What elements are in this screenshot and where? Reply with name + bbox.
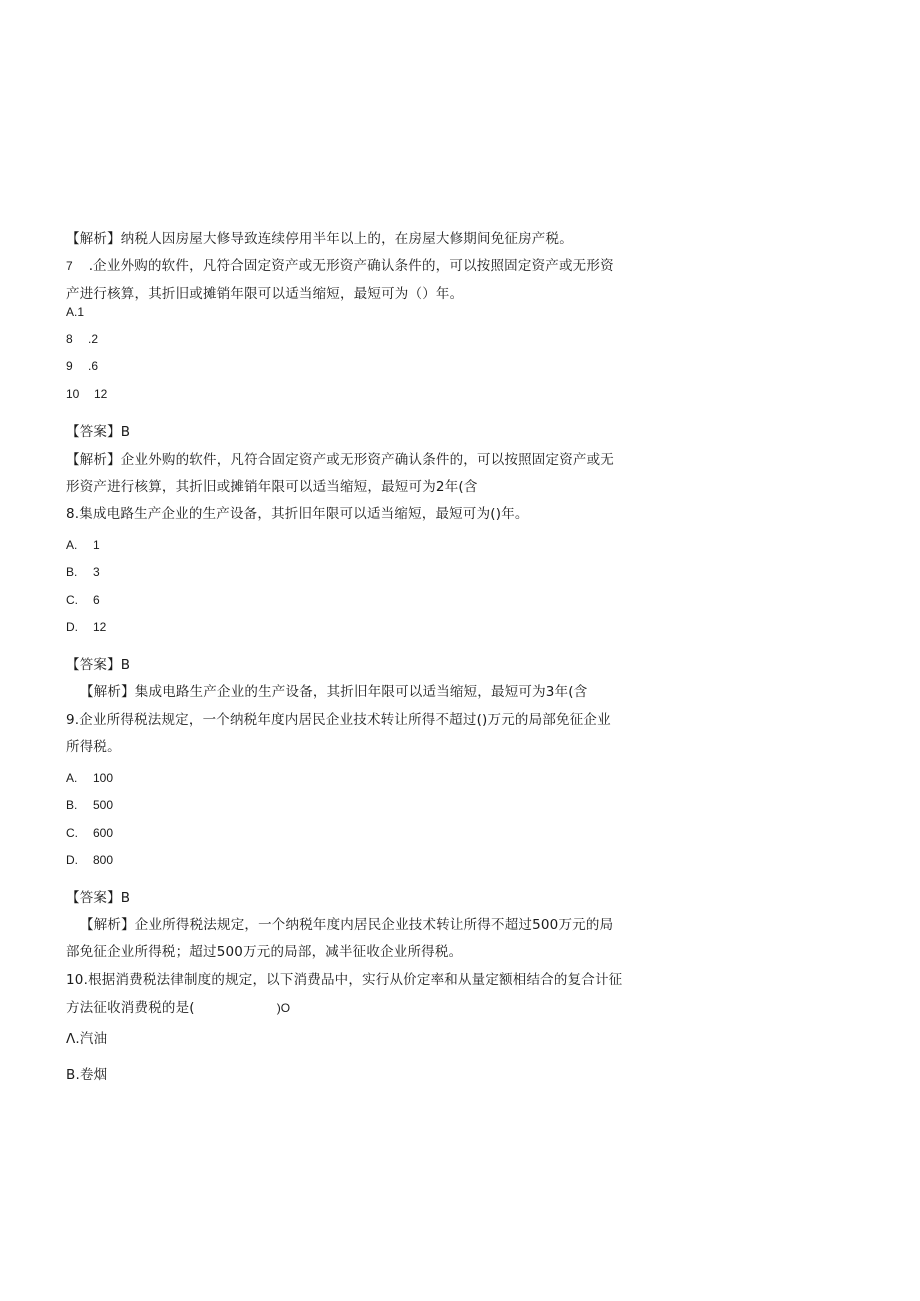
option-label: 9	[66, 359, 73, 373]
option-value: 12	[94, 387, 108, 401]
q6-analysis: 【解析】纳税人因房屋大修导致连续停用半年以上的，在房屋大修期间免征房产税。	[66, 231, 573, 247]
option-label: A.	[66, 538, 78, 552]
option-label: A.	[66, 771, 78, 785]
q8-stem: 8.集成电路生产企业的生产设备，其折旧年限可以适当缩短，最短可为()年。	[66, 506, 529, 522]
q9-option-a	[66, 769, 156, 787]
q7-number: 7	[66, 259, 73, 273]
option-label: 10	[66, 387, 80, 401]
option-value: 500	[93, 798, 114, 812]
option-value: 12	[93, 620, 107, 634]
q9-analysis-line1: 【解析】企业所得税法规定，一个纳税年度内居民企业技术转让所得不超过500万元的局	[80, 917, 614, 933]
q7-analysis-line1: 【解析】企业外购的软件，凡符合固定资产或无形资产确认条件的，可以按照固定资产或无	[66, 452, 614, 468]
option-value: 600	[93, 826, 114, 840]
option-value: 3	[93, 565, 100, 579]
q7-analysis-line2: 形资产进行核算，其折旧或摊销年限可以适当缩短，最短可为2年(含	[66, 479, 478, 495]
q8-option-c	[66, 591, 146, 609]
q9-answer: 【答案】B	[66, 890, 131, 906]
option-label: 8	[66, 332, 73, 346]
option-label: C.	[66, 826, 78, 840]
q10-option-a: Λ.汽油	[66, 1031, 108, 1047]
q9-stem-line2: 所得税。	[66, 739, 121, 755]
q9-option-c	[66, 824, 156, 842]
q8-answer: 【答案】B	[66, 657, 131, 673]
q10-option-b: B.卷烟	[66, 1067, 108, 1083]
option-value: 800	[93, 853, 114, 867]
option-label: B.	[66, 798, 78, 812]
q8-option-b	[66, 563, 146, 581]
option-label: D.	[66, 620, 78, 634]
q10-stem-end: )O	[276, 1001, 291, 1015]
option-value: 1	[93, 538, 100, 552]
q8-option-d	[66, 618, 146, 636]
option-label: D.	[66, 853, 78, 867]
q7-stem-line2: 产进行核算，其折旧或摊销年限可以适当缩短，最短可为（）年。	[66, 286, 464, 302]
q9-option-d	[66, 851, 156, 869]
q7-option-b	[66, 330, 146, 348]
option-value: .2	[88, 332, 99, 346]
option-value: .6	[88, 359, 99, 373]
q7-option-d	[66, 385, 146, 403]
q9-option-b	[66, 796, 156, 814]
q9-analysis-line2: 部免征企业所得税；超过500万元的局部，减半征收企业所得税。	[66, 944, 463, 960]
q10-stem-text: 方法征收消费税的是(	[66, 1000, 195, 1016]
q7-option-a: A.1	[66, 305, 85, 319]
option-label: B.	[66, 565, 78, 579]
q8-analysis: 【解析】集成电路生产企业的生产设备，其折旧年限可以适当缩短，最短可为3年(含	[80, 684, 588, 700]
option-label: C.	[66, 593, 78, 607]
option-value: 6	[93, 593, 100, 607]
q7-stem-line1	[66, 257, 614, 276]
q7-option-c	[66, 357, 146, 375]
q8-option-a	[66, 536, 146, 554]
option-value: 100	[93, 771, 114, 785]
q10-stem-line1: 10.根据消费税法律制度的规定，以下消费品中，实行从价定率和从量定额相结合的复合计征	[66, 972, 623, 988]
q7-stem-text: .企业外购的软件，凡符合固定资产或无形资产确认条件的，可以按照固定资产或无形资	[88, 258, 614, 274]
q7-answer: 【答案】B	[66, 424, 131, 440]
q9-stem-line1: 9.企业所得税法规定，一个纳税年度内居民企业技术转让所得不超过()万元的局部免征企业	[66, 712, 611, 728]
q10-stem-line2	[66, 999, 290, 1018]
